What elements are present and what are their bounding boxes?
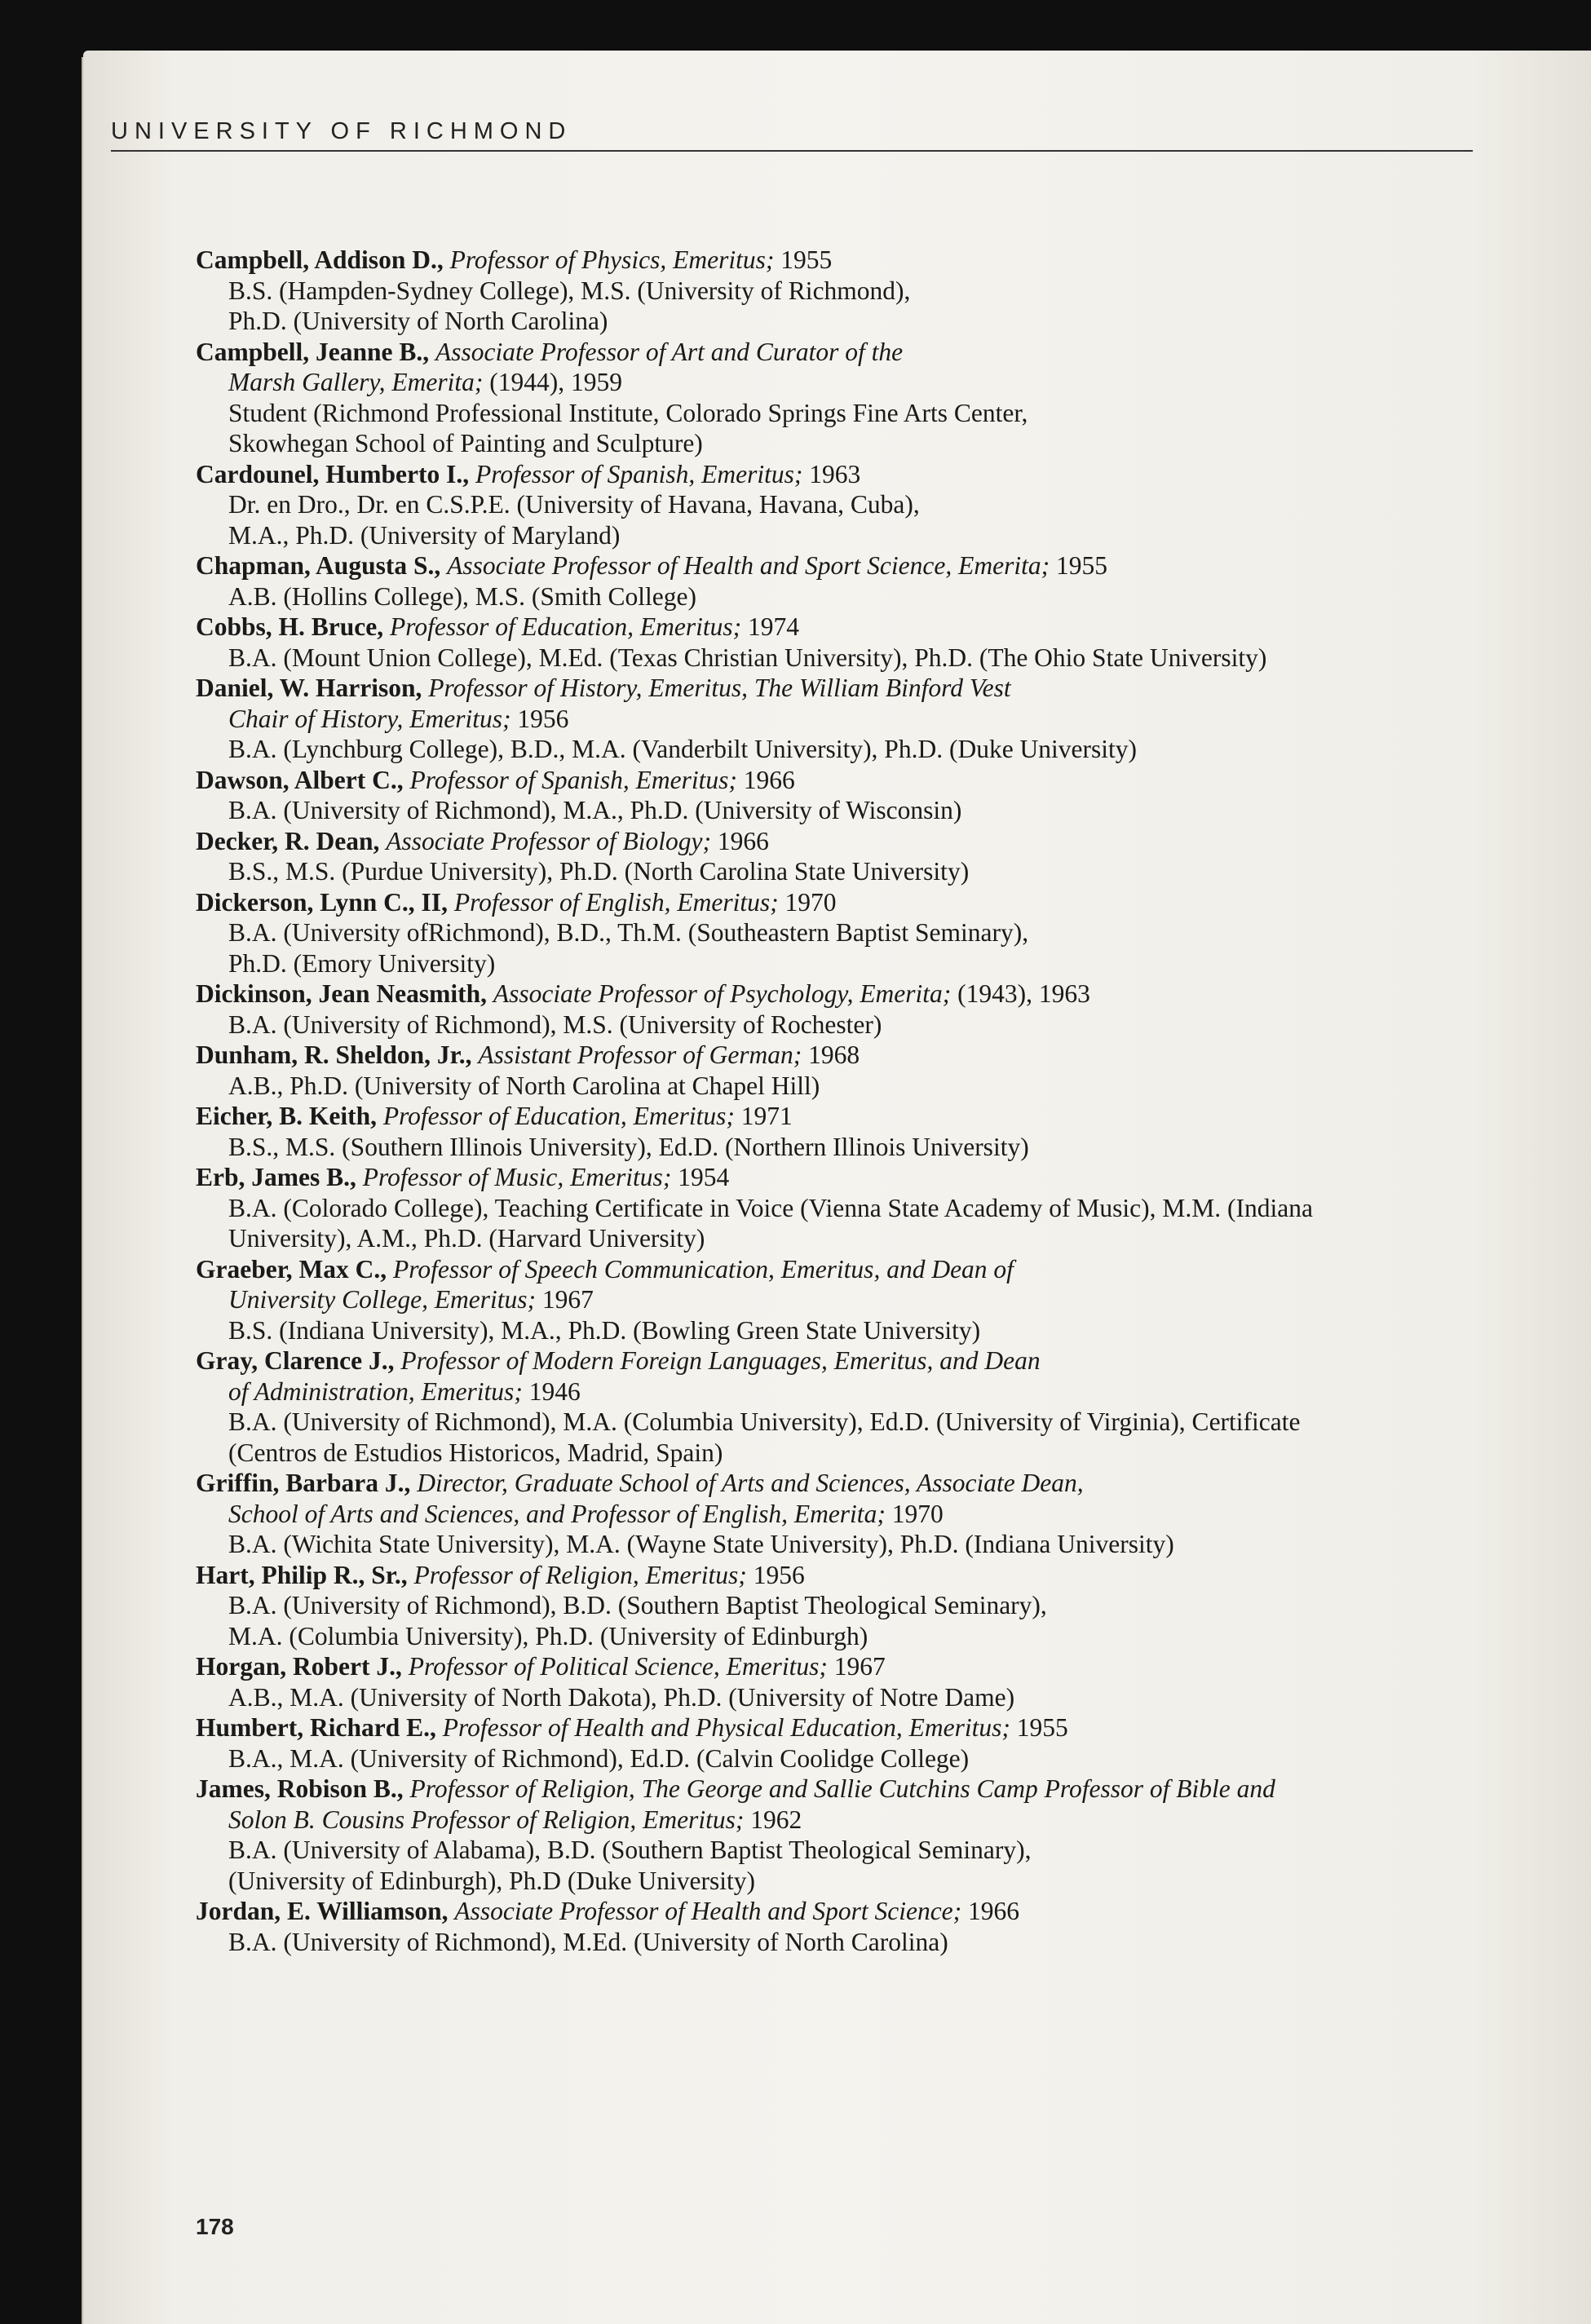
faculty-name: Cardounel, Humberto I., [196,459,470,488]
faculty-title-continued [196,1499,1484,1530]
faculty-title: Professor of Religion, The George and Sallie Cutchins Camp Professor of Bible and [409,1774,1275,1803]
faculty-title: Professor of Speech Communication, Emeritus, and Dean of [393,1254,1014,1284]
faculty-title: Associate Professor of Biology; [386,826,711,855]
faculty-entry [196,245,1484,337]
faculty-entry [196,979,1484,1040]
faculty-name: Decker, R. Dean, [196,826,380,855]
degree-line: B.A. (University of Richmond), M.Ed. (University of North Carolina) [228,1927,948,1956]
degree-line: B.A., M.A. (University of Richmond), Ed.D. (Calvin Coolidge College) [228,1743,970,1773]
faculty-title-continued [196,1284,1484,1315]
degree-line: M.A., Ph.D. (University of Maryland) [228,520,621,550]
degree-line: B.S. (Indiana University), M.A., Ph.D. (Bowling Green State University) [228,1315,981,1345]
faculty-title-continued-text: of Administration, Emeritus; [228,1376,523,1406]
degree-line: Dr. en Dro., Dr. en C.S.P.E. (University of Havana, Havana, Cuba), [228,490,920,519]
faculty-entry [196,1896,1484,1957]
degree-line: A.B., M.A. (University of North Dakota), Ph.D. (University of Notre Dame) [228,1682,1015,1712]
faculty-entry [196,1774,1484,1896]
appointment-year: 1967 [541,1285,594,1314]
faculty-name: Eicher, B. Keith, [196,1102,377,1130]
faculty-title: Director, Graduate School of Arts and Sciences, Associate Dean, [417,1469,1084,1497]
appointment-year: 1970 [891,1499,944,1528]
entry-heading [196,1774,1484,1835]
faculty-entry [196,337,1484,459]
faculty-entry [196,1101,1484,1162]
faculty-title-continued-text: Solon B. Cousins Professor of Religion, Emeritus; [228,1805,745,1834]
faculty-entry [196,887,1484,979]
appointment-year: 1974 [747,612,799,641]
faculty-title: Professor of Modern Foreign Languages, Emeritus, and Dean [400,1346,1041,1375]
entry-heading [196,1345,1484,1407]
appointment-year: 1955 [1016,1713,1068,1742]
appointment-year: 1968 [808,1040,860,1069]
entry-heading [196,337,1484,398]
faculty-title: Associate Professor of Art and Curator of the [435,337,904,366]
degree-line: B.A. (Colorado College), Teaching Certificate in Voice (Vienna State Academy of Music), M.M. (Indiana [228,1193,1313,1222]
appointment-year: 1956 [753,1560,805,1589]
faculty-title: Associate Professor of Health and Sport Science; [454,1897,962,1925]
faculty-title: Professor of Religion, Emeritus; [413,1560,747,1589]
faculty-title-continued-text: Chair of History, Emeritus; [228,704,511,733]
degree-line: B.A. (University of Alabama), B.D. (Southern Baptist Theological Seminary), [228,1836,1032,1864]
entry-heading [196,673,1484,734]
degree-line: Student (Richmond Professional Institute, Colorado Springs Fine Arts Center, [228,398,1028,427]
faculty-title-continued [196,1376,1484,1407]
faculty-name: Gray, Clarence J., [196,1346,395,1375]
faculty-name: Daniel, W. Harrison, [196,674,422,702]
degree-line: B.S., M.S. (Southern Illinois University), Ed.D. (Northern Illinois University) [228,1132,1029,1161]
faculty-name: Dickerson, Lynn C., II, [196,887,448,917]
faculty-name: Cobbs, H. Bruce, [196,612,384,641]
degree-line: M.A. (Columbia University), Ph.D. (University of Edinburgh) [228,1621,868,1650]
appointment-year: 1962 [750,1805,802,1834]
appointment-year: 1971 [740,1102,793,1130]
appointment-year: 1955 [1055,551,1107,580]
faculty-entry [196,673,1484,765]
faculty-entry [196,1468,1484,1560]
faculty-name: Erb, James B., [196,1163,356,1191]
appointment-year: 1966 [717,826,769,855]
faculty-list [196,245,1484,1957]
faculty-name: Chapman, Augusta S., [196,551,441,580]
degree-line: B.S. (Hampden-Sydney College), M.S. (University of Richmond), [228,276,911,305]
faculty-name: Horgan, Robert J., [196,1652,402,1681]
faculty-name: Hart, Philip R., Sr., [196,1560,408,1589]
degree-line: B.A. (University ofRichmond), B.D., Th.M. (Southeastern Baptist Seminary), [228,918,1029,947]
faculty-title: Professor of Education, Emeritus; [390,612,742,641]
appointment-year: (1944), 1959 [489,368,622,396]
entry-heading [196,826,1484,857]
entry-heading [196,1712,1484,1743]
degree-line: B.S., M.S. (Purdue University), Ph.D. (North Carolina State University) [228,857,970,886]
faculty-entry [196,459,1484,551]
faculty-entry [196,1162,1484,1254]
faculty-entry [196,1040,1484,1101]
appointment-year: 1963 [809,459,861,488]
entry-heading [196,765,1484,796]
faculty-name: Dawson, Albert C., [196,765,404,794]
faculty-entry [196,1560,1484,1652]
faculty-entry [196,550,1484,612]
entry-heading [196,550,1484,581]
appointment-year: 1956 [517,704,569,733]
faculty-title: Associate Professor of Health and Sport Science, Emerita; [447,551,1050,580]
faculty-title: Professor of Health and Physical Education, Emeritus; [442,1713,1010,1742]
running-header: UNIVERSITY OF RICHMOND [111,118,572,144]
faculty-title: Professor of Political Science, Emeritus; [408,1652,828,1681]
entry-heading [196,887,1484,918]
faculty-name: James, Robison B., [196,1774,404,1803]
entry-heading [196,612,1484,643]
faculty-name: Humbert, Richard E., [196,1713,436,1742]
degree-line: Ph.D. (Emory University) [228,948,496,978]
faculty-title: Professor of Physics, Emeritus; [449,245,775,274]
faculty-title: Assistant Professor of German; [478,1040,802,1069]
entry-heading [196,245,1484,276]
page-number: 178 [196,2214,234,2239]
degree-line: (University of Edinburgh), Ph.D (Duke University) [228,1866,755,1895]
faculty-entry [196,1345,1484,1468]
entry-heading [196,1560,1484,1591]
faculty-title-continued-text: University College, Emeritus; [228,1285,537,1314]
faculty-title: Professor of History, Emeritus, The William Binford Vest [428,674,1011,702]
appointment-year: 1966 [968,1897,1020,1925]
faculty-title-continued [196,1805,1484,1836]
degree-line: A.B., Ph.D. (University of North Carolina at Chapel Hill) [228,1071,820,1100]
faculty-name: Graeber, Max C., [196,1254,387,1284]
appointment-year: 1955 [780,245,833,274]
entry-heading [196,1896,1484,1927]
faculty-name: Griffin, Barbara J., [196,1469,411,1497]
faculty-title-continued [196,704,1484,735]
degree-line: B.A. (Wichita State University), M.A. (Wayne State University), Ph.D. (Indiana University) [228,1530,1174,1558]
degree-line: Ph.D. (University of North Carolina) [228,307,608,335]
degree-line: (Centros de Estudios Historicos, Madrid, Spain) [228,1438,723,1467]
faculty-entry [196,1254,1484,1346]
entry-heading [196,1101,1484,1132]
header-rule [111,150,1473,152]
appointment-year: 1966 [743,765,795,794]
degree-line: B.A. (University of Richmond), M.S. (University of Rochester) [228,1010,882,1039]
degree-line: B.A. (Lynchburg College), B.D., M.A. (Vanderbilt University), Ph.D. (Duke University) [228,735,1138,763]
faculty-name: Dickinson, Jean Neasmith, [196,979,488,1008]
degree-line: B.A. (University of Richmond), M.A. (Columbia University), Ed.D. (University of Virginia), Certificate [228,1407,1301,1436]
degree-line: B.A. (University of Richmond), M.A., Ph.D. (University of Wisconsin) [228,796,962,824]
appointment-year: 1946 [528,1376,581,1406]
degree-line: B.A. (Mount Union College), M.Ed. (Texas Christian University), Ph.D. (The Ohio State University) [228,643,1267,672]
faculty-title: Associate Professor of Psychology, Emerita; [493,979,952,1008]
degree-line: B.A. (University of Richmond), B.D. (Southern Baptist Theological Seminary), [228,1591,1047,1619]
entry-heading [196,979,1484,1010]
entry-heading [196,1468,1484,1529]
entry-heading [196,459,1484,490]
entry-heading [196,1254,1484,1315]
faculty-title-continued [196,367,1484,398]
appointment-year: 1970 [784,887,837,917]
faculty-title: Professor of Spanish, Emeritus; [475,459,803,488]
faculty-entry [196,1651,1484,1712]
degree-line: University), A.M., Ph.D. (Harvard University) [228,1224,705,1253]
appointment-year: 1967 [833,1652,886,1681]
entry-heading [196,1162,1484,1193]
faculty-title: Professor of Music, Emeritus; [362,1163,672,1191]
faculty-title: Professor of Spanish, Emeritus; [409,765,737,794]
faculty-entry [196,765,1484,826]
faculty-title-continued-text: School of Arts and Sciences, and Professor of English, Emerita; [228,1499,886,1528]
degree-line: A.B. (Hollins College), M.S. (Smith College) [228,581,696,611]
faculty-title: Professor of Education, Emeritus; [382,1102,735,1130]
appointment-year: 1954 [678,1163,730,1191]
degree-line: Skowhegan School of Painting and Sculpture) [228,429,703,457]
entry-heading [196,1040,1484,1071]
entry-heading [196,1651,1484,1682]
faculty-entry [196,826,1484,887]
faculty-name: Dunham, R. Sheldon, Jr., [196,1040,472,1069]
faculty-name: Campbell, Jeanne B., [196,337,430,366]
faculty-name: Jordan, E. Williamson, [196,1897,449,1925]
faculty-title: Professor of English, Emeritus; [453,887,779,917]
faculty-name: Campbell, Addison D., [196,245,444,274]
faculty-entry [196,612,1484,673]
faculty-entry [196,1712,1484,1774]
appointment-year: (1943), 1963 [957,979,1090,1008]
faculty-title-continued-text: Marsh Gallery, Emerita; [228,368,484,396]
